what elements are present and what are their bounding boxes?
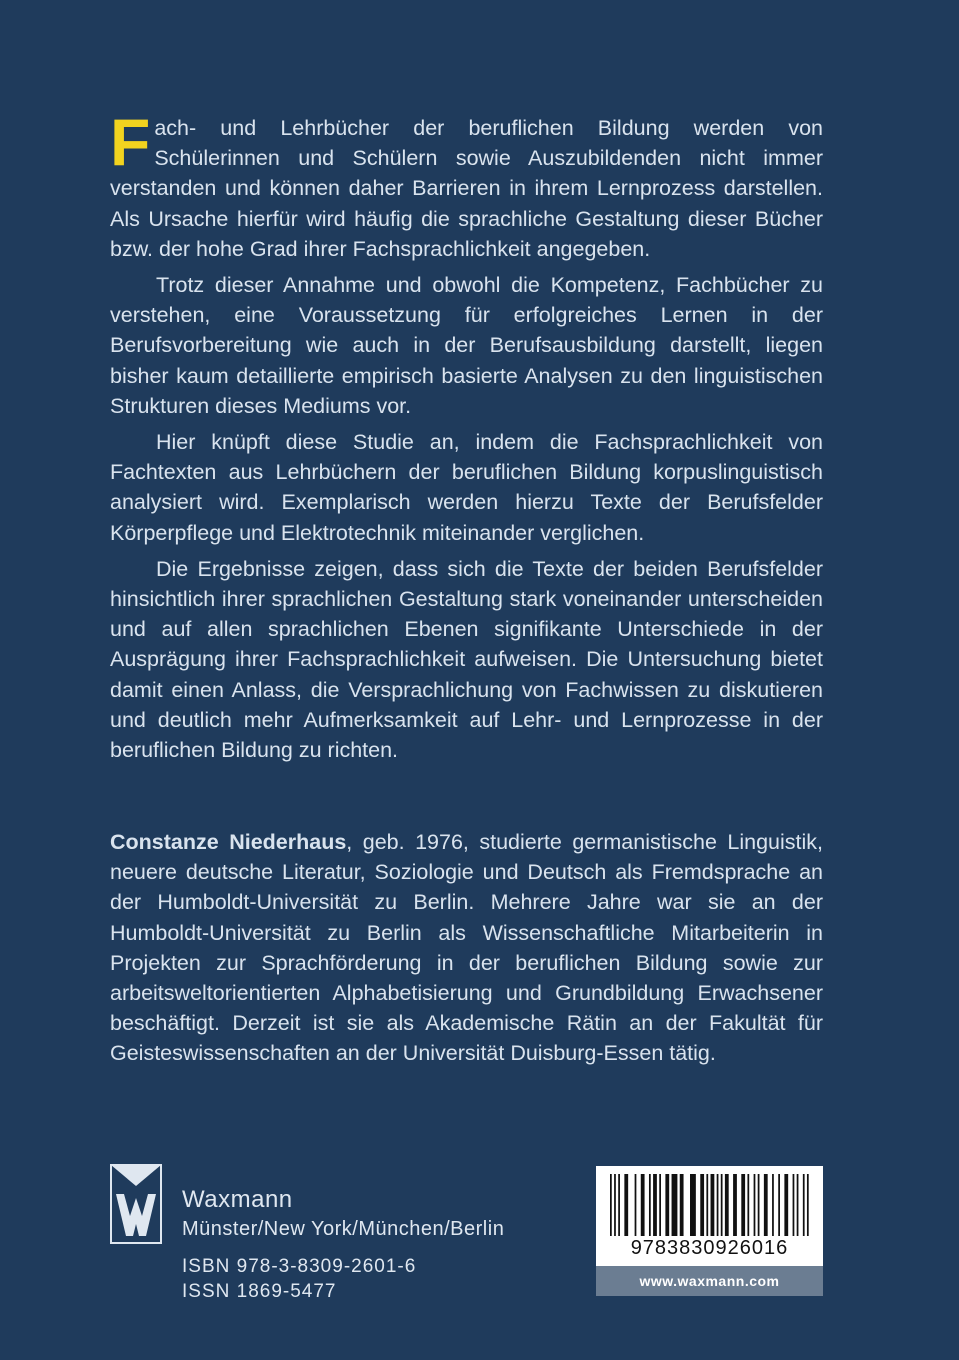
barcode-bar <box>725 1174 729 1236</box>
publisher-block <box>110 1164 580 1314</box>
dropcap-letter: F <box>110 105 151 179</box>
author-bio-text: , geb. 1976, studierte germanistische Linguistik, neuere deutsche Literatur, Soziologie und Deutsch als Fremdsprache an der Humboldt-Universität zu Berlin. Mehrere Jahre war sie an der Humboldt-Universität zu Berlin als Wissenschaftliche Mitarbeiterin in Projekten zur Sprachförderung in der beruflichen Bildung sowie zur arbeitsweltorientierten Alphabetisierung und Grundbildung Erwachsener beschäftigt. Derzeit ist sie als Akademische Rätin an der Fakultät für Geisteswissenschaften an der Universität Duisburg-Essen tätig. <box>110 830 823 1066</box>
barcode-bar <box>680 1174 684 1236</box>
author-bio <box>110 827 823 1069</box>
blurb-paragraph-3: Hier knüpft diese Studie an, indem die Fachsprachlichkeit von Fachtexten aus Lehrbüchern der beruflichen Bildung korpuslinguistisch analysiert wird. Exemplarisch werden hierzu Texte der Berufsfelder Körperpflege und Elektrotechnik miteinander verglichen. <box>110 430 823 545</box>
publisher-name: Waxmann <box>182 1186 293 1213</box>
author-name: Constanze Niederhaus <box>110 830 347 854</box>
barcode-bar <box>754 1174 756 1236</box>
blurb-text <box>110 105 823 771</box>
barcode-bar <box>807 1174 809 1236</box>
barcode-bar <box>741 1174 745 1236</box>
barcode-bar <box>721 1174 723 1236</box>
publisher-url[interactable]: www.waxmann.com <box>596 1266 823 1296</box>
barcode-bar <box>711 1174 715 1236</box>
barcode-bar <box>747 1174 749 1236</box>
issn-number: ISSN 1869-5477 <box>182 1281 337 1302</box>
barcode-bar <box>653 1174 657 1236</box>
barcode-bar <box>778 1174 780 1236</box>
isbn-number: ISBN 978-3-8309-2601-6 <box>182 1256 417 1277</box>
barcode-number: 9783830926016 <box>630 1237 789 1259</box>
barcode-bar <box>733 1174 737 1236</box>
blurb-paragraph-2: Trotz dieser Annahme und obwohl die Kompetenz, Fachbücher zu verstehen, eine Voraussetzung für erfolgreiches Lernen in der Berufsvorbereitung wie auch in der Berufsausbildung darstellt, liegen bisher kaum detaillierte empirisch basierte Analysen zu den linguistischen Strukturen dieses Mediums vor. <box>110 273 823 418</box>
barcode-panel <box>596 1166 823 1296</box>
barcode-bar <box>641 1174 645 1236</box>
waxmann-logo-icon <box>110 1164 162 1244</box>
blurb-paragraph-1-text: ach- und Lehrbücher der beruflichen Bildung werden von Schülerinnen und Schülern sowie Auszubildenden nicht immer verstanden und können daher Barrieren in ihrem Lernprozess darstellen. Als Ursache hierfür wird häufig die sprachliche Gestaltung dieser Bücher bzw. der hohe Grad ihrer Fachsprachlichkeit angegeben. <box>110 116 823 261</box>
barcode-bar <box>635 1174 637 1236</box>
barcode-bars <box>610 1174 809 1236</box>
barcode-bar <box>618 1174 620 1236</box>
publisher-cities: Münster/New York/München/Berlin <box>182 1218 505 1240</box>
barcode-bar <box>614 1174 616 1236</box>
barcode-bar <box>758 1174 760 1236</box>
barcode-bar <box>797 1174 799 1236</box>
barcode-bar <box>690 1174 696 1236</box>
barcode-bar <box>803 1174 805 1236</box>
blurb-paragraph-4: Die Ergebnisse zeigen, dass sich die Texte der beiden Berufsfelder hinsichtlich ihrer sprachlichen Gestaltung stark voneinander unterscheiden und auf allen sprachlichen Ebenen signifikante Unterschiede in der Ausprägung ihrer Fachsprachlichkeit aufweisen. Die Untersuchung bietet damit einen Anlass, die Versprachlichung von Fachwissen zu diskutieren und deutlich mehr Aufmerksamkeit auf Lehr- und Lernprozesse in der beruflichen Bildung zu richten. <box>110 556 823 763</box>
blurb-paragraph-1 <box>110 105 823 264</box>
barcode-bar <box>793 1174 795 1236</box>
barcode-bar <box>706 1174 708 1236</box>
barcode-bar <box>610 1174 612 1236</box>
barcode-bar <box>665 1174 669 1236</box>
barcode-bar <box>624 1174 628 1236</box>
barcode-bar <box>764 1174 768 1236</box>
barcode-bar <box>772 1174 774 1236</box>
barcode-bar <box>700 1174 704 1236</box>
barcode-bar <box>717 1174 719 1236</box>
barcode-bar <box>784 1174 788 1236</box>
barcode-bar <box>649 1174 651 1236</box>
barcode-bar <box>672 1174 678 1236</box>
barcode-bar <box>659 1174 661 1236</box>
